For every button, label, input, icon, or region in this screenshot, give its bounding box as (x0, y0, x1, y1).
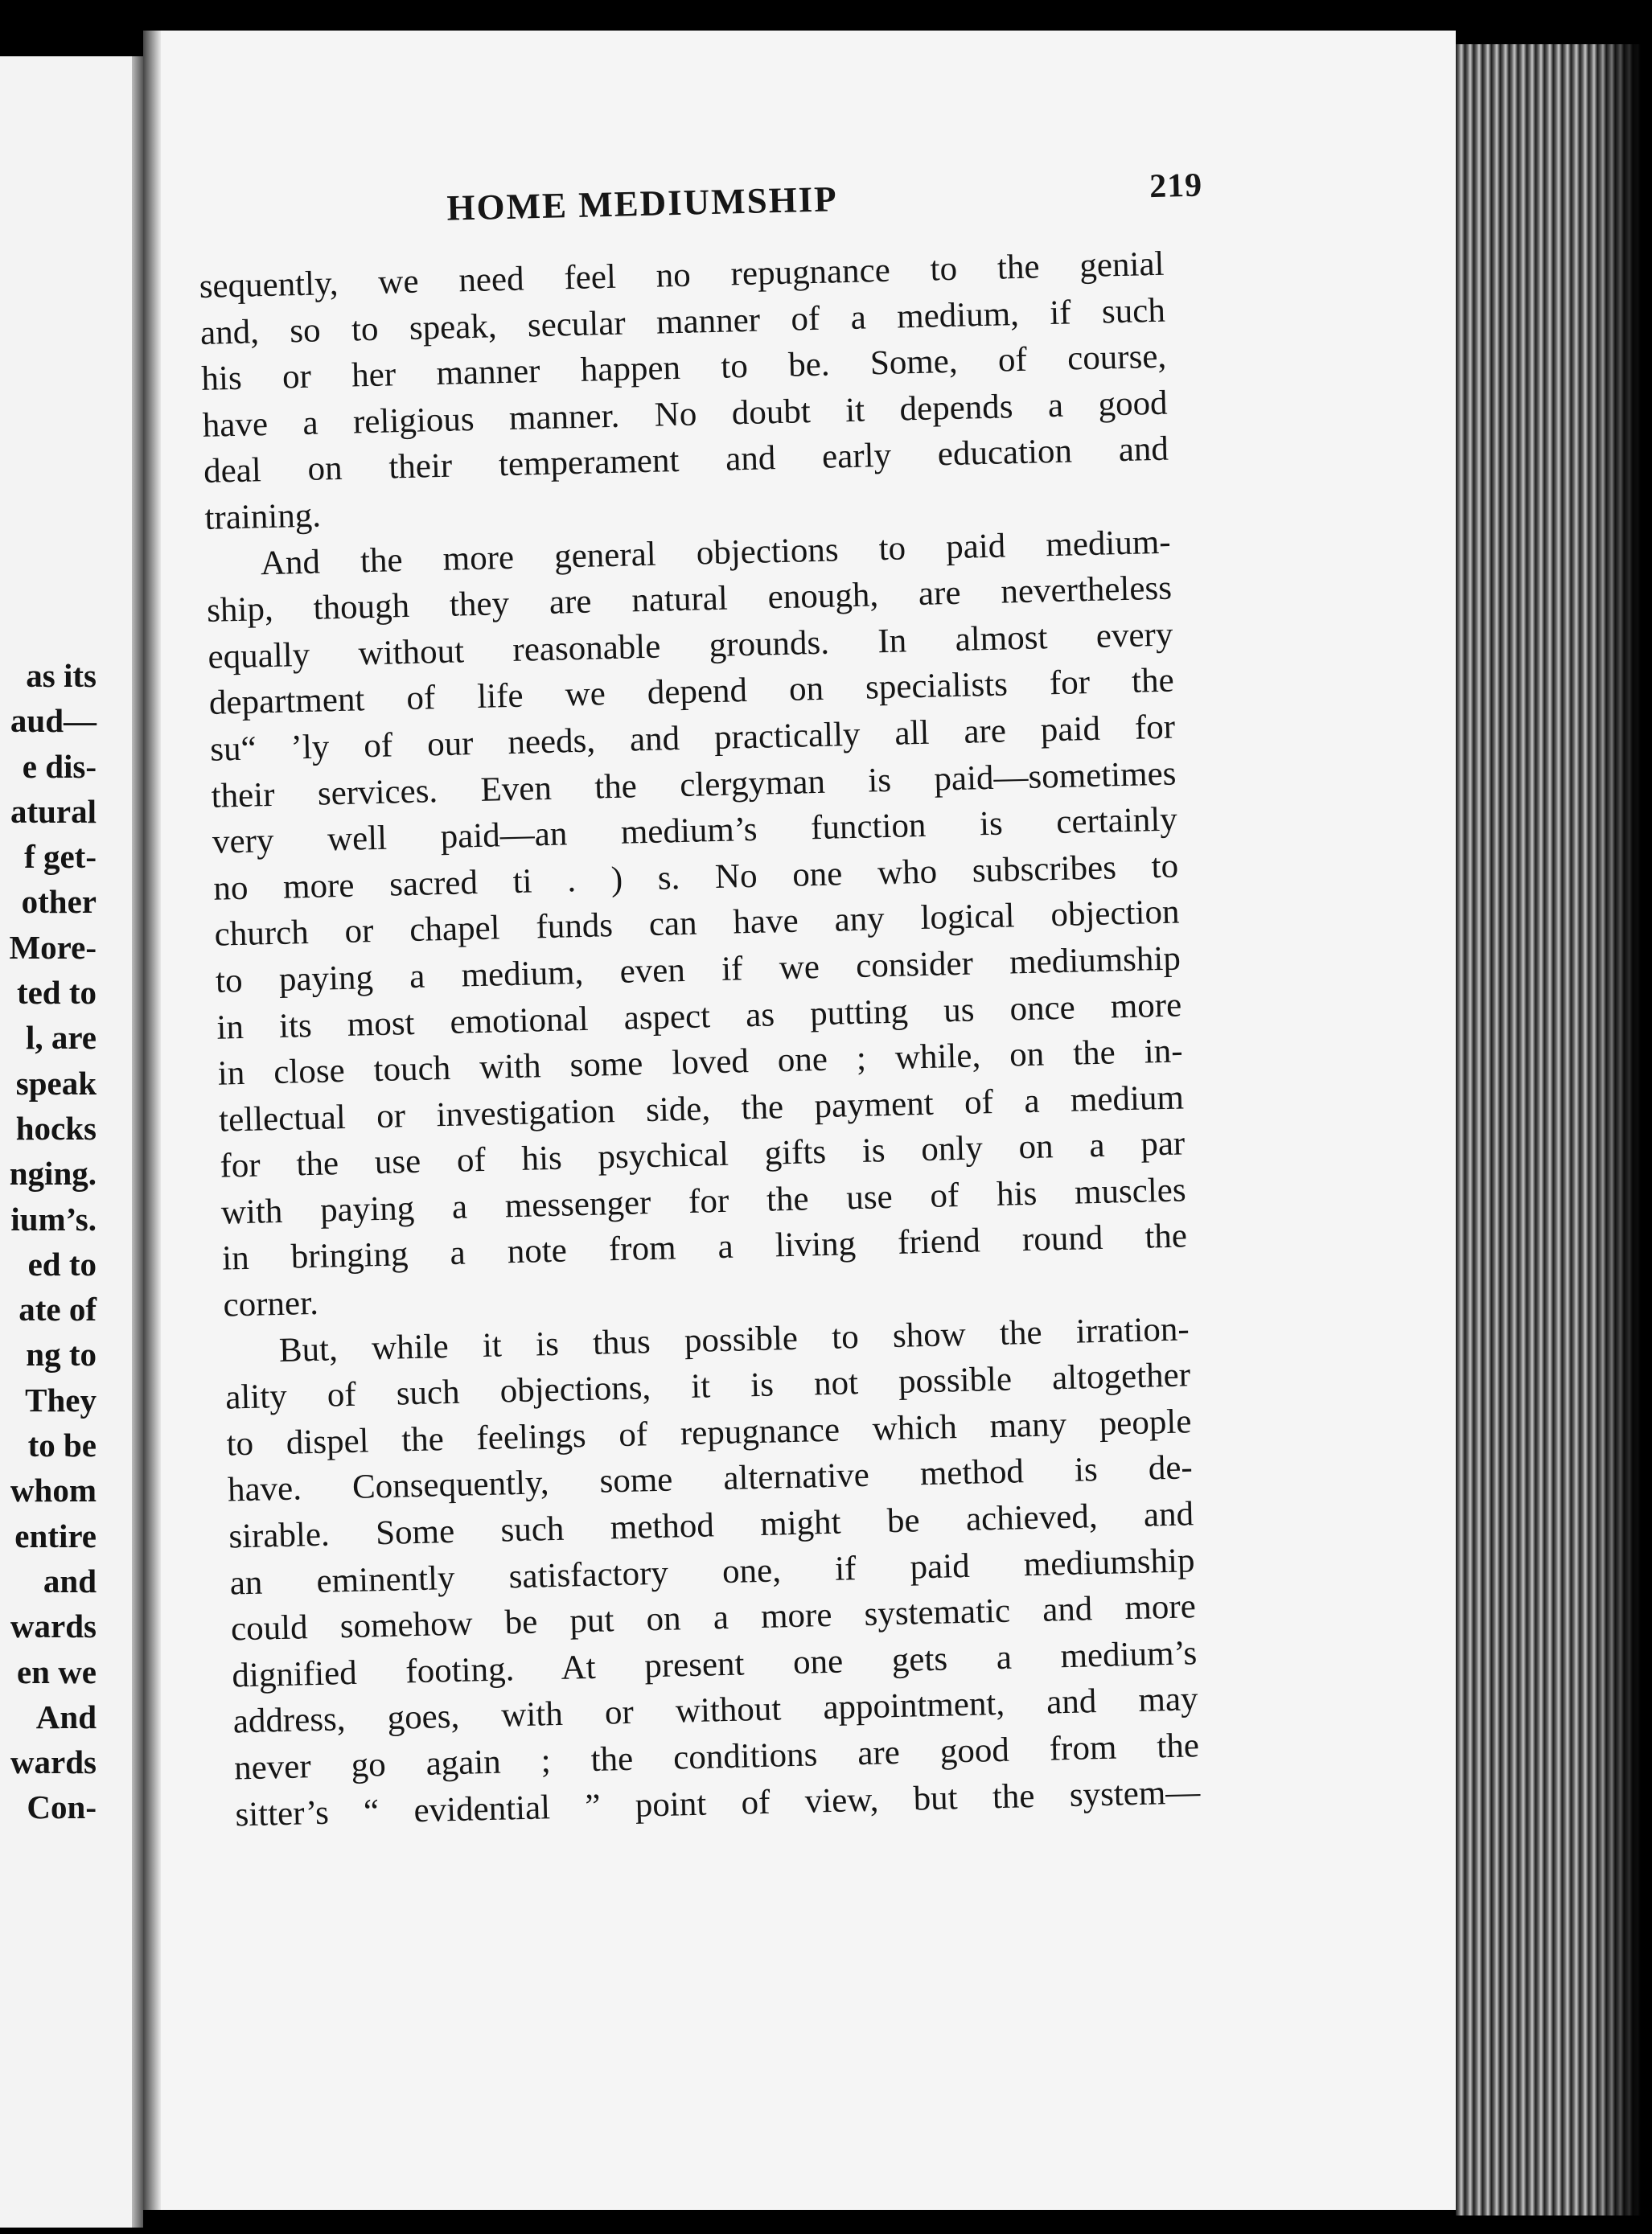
text-line: deal on their temperament and early education and (203, 430, 1169, 491)
text-line: in close touch with some loved one ; while, on the in- (217, 1032, 1184, 1093)
left-line: ate of (18, 1291, 97, 1328)
text-line: training. (203, 496, 322, 537)
binding-shadow (143, 31, 161, 2210)
text-line: su“ ’ly of our needs, and practically all are paid for (209, 708, 1176, 769)
edge-fade (1592, 44, 1641, 2216)
text-line: ship, though they are natural enough, are nevertheless (206, 569, 1173, 630)
left-line: e dis- (22, 747, 97, 785)
text-line: church or chapel funds can have any logical objection (214, 893, 1180, 955)
left-line: hocks (15, 1109, 97, 1147)
left-line: Con- (27, 1788, 97, 1826)
left-line: other (21, 883, 97, 921)
left-line: to be (27, 1427, 97, 1464)
left-line: and (43, 1562, 97, 1600)
left-line: as its (26, 657, 97, 694)
text-line: And the more general objections to paid medium- (260, 523, 1172, 582)
text-line: their services. Even the clergyman is paid—sometimes (211, 754, 1177, 815)
text-line: no more sacred ti . ) s. No one who subscribes to (212, 847, 1179, 908)
left-line: en we (16, 1653, 97, 1690)
left-line: nging. (9, 1155, 97, 1193)
gutter-shadow (132, 56, 143, 2228)
left-line: speak (15, 1064, 97, 1102)
left-line: atural (10, 792, 97, 830)
text-line: in bringing a note from a living friend round the (221, 1217, 1188, 1279)
text-line: an eminently satisfactory one, if paid mediumship (229, 1541, 1195, 1603)
left-line: f get- (24, 838, 97, 876)
text-line: his or her manner happen to be. Some, of course, (200, 337, 1167, 399)
left-line: ng to (26, 1336, 97, 1374)
left-page-text-fragments (9, 653, 97, 1830)
text-line: never go again ; the conditions are good from the (233, 1727, 1200, 1788)
left-line: l, are (25, 1019, 97, 1057)
page-text-block (197, 166, 1249, 1838)
left-line: ium’s. (10, 1200, 97, 1238)
left-line: aud— (10, 702, 97, 740)
left-line: More- (9, 928, 97, 966)
left-line: wards (10, 1608, 97, 1645)
text-line: sequently, we need feel no repugnance to the genial (199, 244, 1165, 306)
text-line: address, goes, with or without appointment, and may (232, 1680, 1199, 1741)
text-line: dignified footing. At present one gets a medium’s (231, 1634, 1198, 1695)
text-line: have a religious manner. No doubt it depends a good (202, 384, 1169, 445)
left-line: And (35, 1698, 97, 1735)
left-line: ed to (27, 1245, 97, 1283)
running-head: HOME MEDIUMSHIP (446, 179, 839, 228)
text-line: department of life we depend on specialists for the (208, 661, 1175, 723)
text-line: But, while it is thus possible to show the irration- (278, 1309, 1190, 1370)
text-line: sitter’s “ evidential ” point of view, but the system— (234, 1772, 1201, 1834)
text-line: tellectual or investigation side, the payment of a medium (218, 1078, 1185, 1140)
left-line: entire (14, 1517, 97, 1554)
text-line: for the use of his psychical gifts is only on a par (219, 1124, 1186, 1185)
left-line: whom (10, 1472, 97, 1509)
left-line: They (25, 1381, 97, 1419)
text-line: with paying a messenger for the use of his muscles (220, 1171, 1187, 1232)
body-text (199, 240, 1249, 1838)
page-number: 219 (1149, 166, 1203, 206)
left-line: ted to (16, 974, 97, 1012)
text-line: equally without reasonable grounds. In almost every (208, 615, 1173, 676)
left-facing-page (0, 56, 143, 2228)
text-line: ality of such objections, it is not possible altogether (224, 1356, 1191, 1417)
text-line: sirable. Some such method might be achieved, and (228, 1495, 1194, 1556)
text-line: to dispel the feelings of repugnance which many people (226, 1402, 1192, 1464)
page-edges (1456, 44, 1641, 2216)
text-line: have. Consequently, some alternative method is de- (227, 1448, 1194, 1509)
left-line: wards (10, 1743, 97, 1781)
text-line: in its most emotional aspect as putting us once more (216, 985, 1182, 1047)
text-line: and, so to speak, secular manner of a medium, if such (199, 291, 1166, 352)
text-line: to paying a medium, even if we consider mediumship (215, 939, 1181, 1000)
text-line: very well paid—an medium’s function is certainly (212, 800, 1178, 861)
text-line: could somehow be put on a more systematic and more (230, 1587, 1197, 1649)
text-line: corner. (223, 1283, 319, 1324)
